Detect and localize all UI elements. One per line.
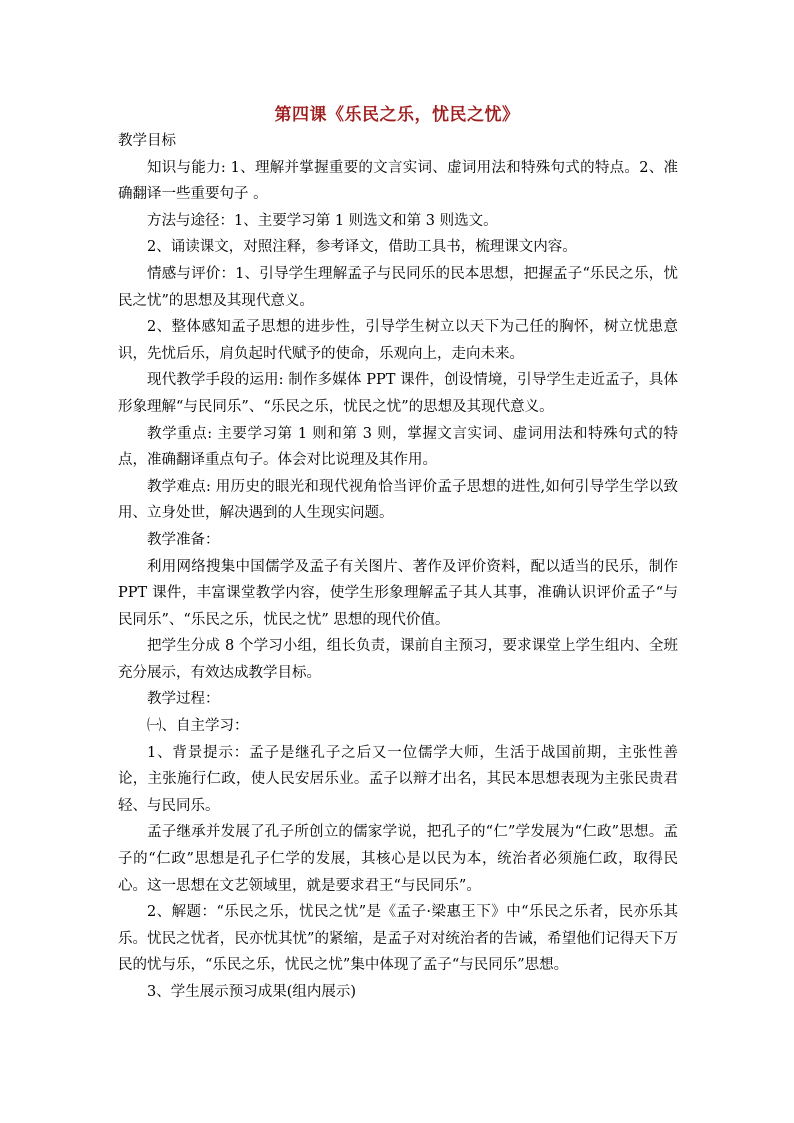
paragraph: 教学准备： <box>147 531 220 548</box>
paragraph: 教学目标 <box>118 133 176 149</box>
paragraph: 3、学生展示预习成果(组内展示) <box>147 984 357 1000</box>
paragraph: 孟子继承并发展了孔子所创立的儒家学说，把孔子的“仁”学发展为“仁政”思想。孟子的“仁政”思想是孔子仁学的发展，其核心是以民为本，统治者必须施仁政，取得民心。这一思想在文艺领域里，就是要求君王“与民同乐”。 <box>118 824 678 894</box>
paragraph: 把学生分成 8 个学习小组，组长负责，课前自主预习，要求课堂上学生组内、全班充分展示，有效达成教学目标。 <box>118 638 678 681</box>
paragraph: 教学难点: 用历史的眼光和现代视角恰当评价孟子思想的进性,如何引导学生学以致用、立身处世，解决遇到的人生现实问题。 <box>118 478 678 522</box>
paragraph: 情感与评价：1、引导学生理解孟子与民同乐的民本思想，把握孟子“乐民之乐，忧民之忧”的思想及其现代意义。 <box>118 265 678 309</box>
document-body <box>118 128 678 1006</box>
paragraph: 现代教学手段的运用: 制作多媒体 PPT 课件，创设情境，引导学生走近孟子，具体形象理解“与民同乐”、“乐民之乐，忧民之忧”的思想及其现代意义。 <box>118 372 678 415</box>
paragraph: 2、解题：“乐民之乐，忧民之忧”是《孟子·梁惠王下》中“乐民之乐者，民亦乐其乐。忧民之忧者，民亦忧其忧”的紧缩，是孟子对对统治者的告诫，希望他们记得天下万民的忧与乐，“乐民之乐，忧民之忧”集中体现了孟子“与民同乐”思想。 <box>118 904 678 974</box>
document-title: 第四课《乐民之乐，忧民之忧》 <box>274 105 520 125</box>
paragraph: 2、诵读课文，对照注释，参考译文，借助工具书，梳理课文内容。 <box>147 239 577 256</box>
paragraph: 1、背景提示：孟子是继孔子之后又一位儒学大师，生活于战国前期，主张性善论，主张施行仁政，使人民安居乐业。孟子以辩才出名，其民本思想表现为主张民贵君轻、与民同乐。 <box>118 744 678 814</box>
paragraph: 利用网络搜集中国儒学及孟子有关图片、著作及评价资料，配以适当的民乐，制作 PPT 课件，丰富课堂教学内容，使学生形象理解孟子其人其事，准确认识评价孟子“与民同乐”、“乐民之乐，忧民之忧” 思想的现代价值。 <box>118 558 678 628</box>
paragraph: 教学重点: 主要学习第 1 则和第 3 则，掌握文言实词、虚词用法和特殊句式的特点，准确翻译重点句子。体会对比说理及其作用。 <box>118 425 678 469</box>
paragraph: ㈠、自主学习： <box>147 718 249 735</box>
paragraph: 2、整体感知孟子思想的进步性，引导学生树立以天下为己任的胸怀，树立忧患意识，先忧后乐，肩负起时代赋予的使命，乐观向上，走向未来。 <box>118 319 678 362</box>
paragraph: 知识与能力: 1、理解并掌握重要的文言实词、虚词用法和特殊句式的特点。2、准确翻译一些重要句子 。 <box>118 159 678 203</box>
paragraph: 方法与途径：1、主要学习第 1 则选文和第 3 则选文。 <box>147 212 498 229</box>
paragraph: 教学过程： <box>147 691 220 708</box>
